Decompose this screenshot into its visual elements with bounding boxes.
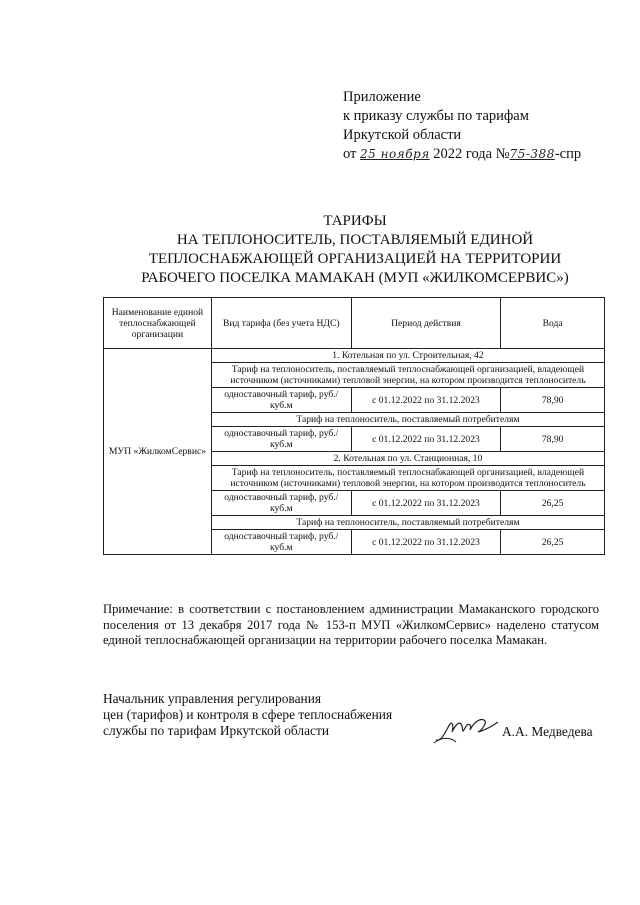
tariff-period: с 01.12.2022 по 31.12.2023 [351, 388, 501, 413]
signature-line-3: службы по тарифам Иркутской области [103, 723, 329, 738]
group-title: Тариф на теплоноситель, поставляемый потребителям [211, 516, 604, 530]
tariff-type: одноставочный тариф, руб./куб.м [211, 427, 351, 452]
title-line-3: ТЕПЛОСНАБЖАЮЩЕЙ ОРГАНИЗАЦИЕЙ НА ТЕРРИТОРИИ [148, 251, 562, 267]
appendix-line-1: Приложение [343, 89, 421, 105]
tariff-period: с 01.12.2022 по 31.12.2023 [351, 491, 501, 516]
header-org: Наименование единой теплоснабжающей организации [104, 298, 212, 349]
appendix-from: от [343, 146, 357, 162]
signature-line-2: цен (тарифов) и контроля в сфере теплоснабжения [103, 707, 393, 722]
title-line-1: ТАРИФЫ [323, 213, 387, 229]
group-title: Тариф на теплоноситель, поставляемый потребителям [211, 413, 604, 427]
appendix-suffix: -спр [554, 146, 582, 162]
appendix-line-2: к приказу службы по тарифам [343, 108, 529, 124]
tariff-period: с 01.12.2022 по 31.12.2023 [351, 530, 501, 555]
handwritten-signature-icon [432, 712, 502, 746]
title-line-4: РАБОЧЕГО ПОСЕЛКА МАМАКАН (МУП «ЖИЛКОМСЕРВИС») [141, 270, 569, 286]
handwritten-number: 75-388 [509, 147, 555, 161]
header-type: Вид тарифа (без учета НДС) [211, 298, 351, 349]
appendix-year: 2022 года № [433, 146, 510, 162]
section-title: 2. Котельная по ул. Станционная, 10 [211, 452, 604, 466]
appendix-date-line [343, 145, 581, 164]
section-title-row [104, 349, 605, 363]
tariff-period: с 01.12.2022 по 31.12.2023 [351, 427, 501, 452]
tariff-value: 78,90 [501, 427, 605, 452]
note-paragraph: Примечание: в соответствии с постановлением администрации Мамаканского городского поселения от 13 декабря 2017 года № 153-п МУП «ЖилкомСервис» наделено статусом единой теплоснабжающей организации на территории рабочего поселка Мамакан. [103, 602, 599, 647]
group-title: Тариф на теплоноситель, поставляемый теплоснабжающей организацией, владеющей источником (источниками) тепловой энергии, на котором производится теплоноситель [211, 466, 604, 491]
tariff-type: одноставочный тариф, руб./куб.м [211, 491, 351, 516]
tariff-table [103, 297, 605, 555]
tariff-value: 78,90 [501, 388, 605, 413]
appendix-block [343, 88, 581, 164]
appendix-line-3: Иркутской области [343, 127, 462, 143]
tariff-type: одноставочный тариф, руб./куб.м [211, 388, 351, 413]
title-line-2: НА ТЕПЛОНОСИТЕЛЬ, ПОСТАВЛЯЕМЫЙ ЕДИНОЙ [176, 232, 534, 248]
header-period: Период действия [351, 298, 501, 349]
table-header-row [104, 298, 605, 349]
section-title: 1. Котельная по ул. Строительная, 42 [211, 349, 604, 363]
signature-line-1: Начальник управления регулирования [103, 691, 322, 706]
group-title: Тариф на теплоноситель, поставляемый теплоснабжающей организацией, владеющей источником (источниками) тепловой энергии, на котором производится теплоноситель [211, 363, 604, 388]
tariff-value: 26,25 [501, 491, 605, 516]
tariff-value: 26,25 [501, 530, 605, 555]
tariff-type: одноставочный тариф, руб./куб.м [211, 530, 351, 555]
signature-block [103, 691, 392, 739]
handwritten-date: 25 ноября [360, 147, 430, 161]
org-name-cell: МУП «ЖилкомСервис» [104, 349, 212, 555]
header-water: Вода [501, 298, 605, 349]
signer-name: А.А. Медведева [502, 724, 593, 739]
document-title [120, 212, 590, 288]
